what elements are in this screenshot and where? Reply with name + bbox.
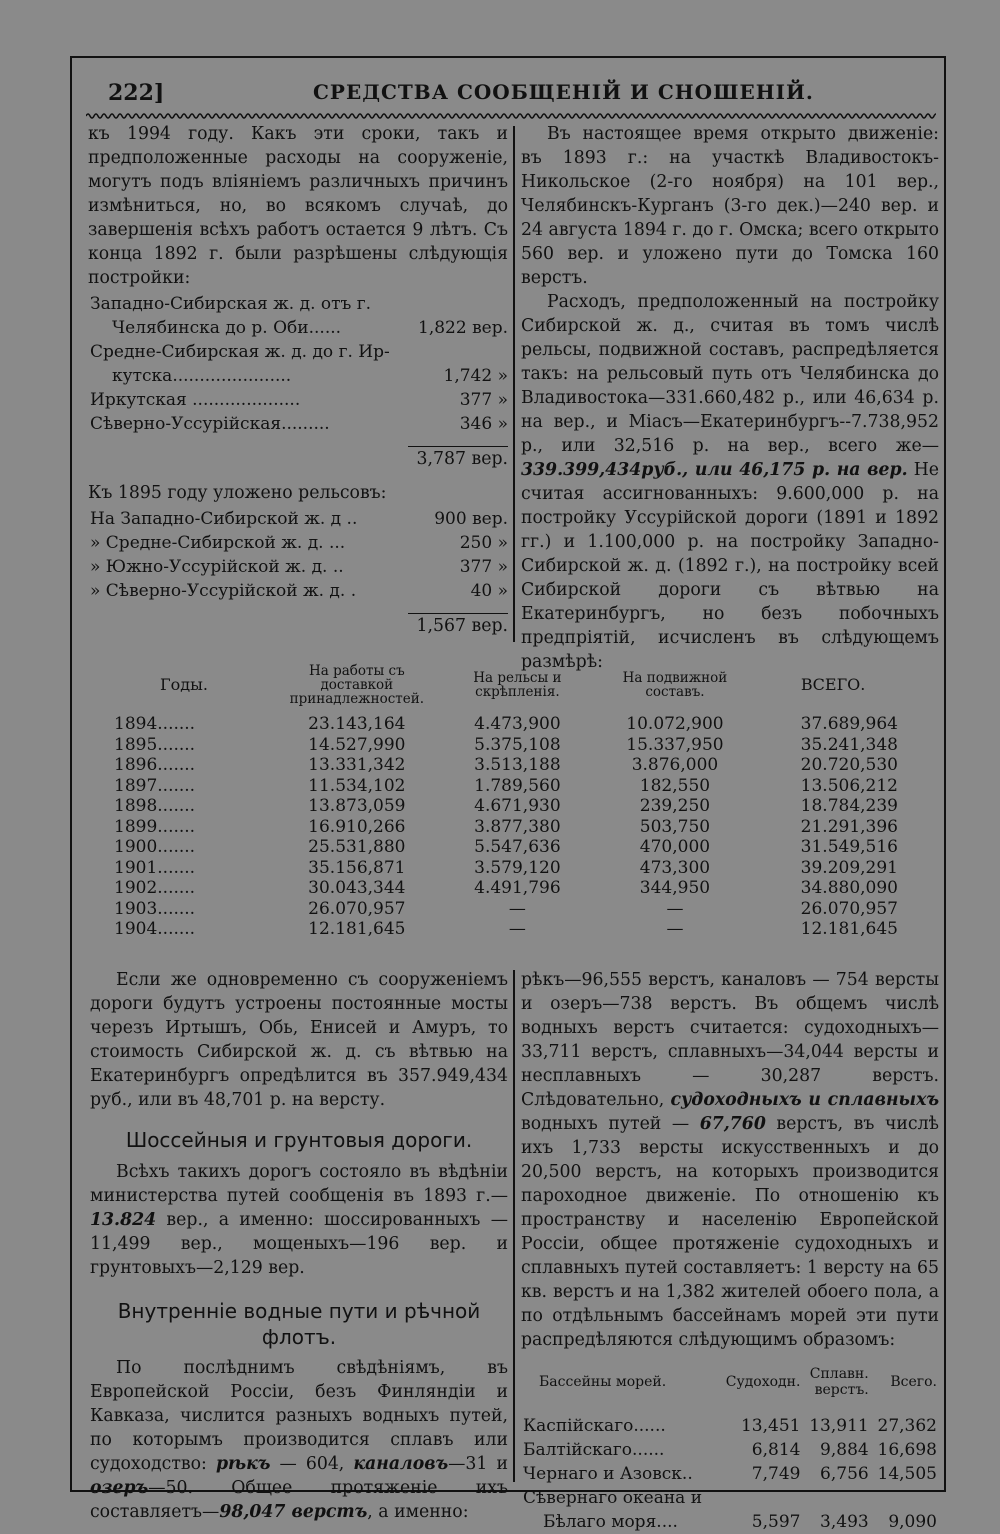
item-value: 900 вер. [434,509,508,529]
value-cell: 7,749 [751,1464,801,1484]
emphasis-text: 339.399,434руб., или 46,175 р. на вер. [521,460,908,480]
value-cell: 3,493 [820,1512,869,1532]
value-cell [871,1486,939,1510]
table-row [110,796,910,817]
value-cell: 182,550 [639,775,711,796]
value-cell: — [508,898,526,919]
value-cell: 18.784,239 [800,796,898,816]
list-item [90,555,508,579]
value-cell: 4.491,796 [474,878,561,898]
section-heading-waterways: Внутренніе водные пути и рѣчной флотъ. [117,1299,481,1349]
value-cell: 4.473,900 [474,714,561,734]
table-row [521,1438,939,1462]
value-cell: 3.513,188 [474,755,561,775]
value-cell: 11.534,102 [308,775,406,796]
item-name: Западно-Сибирская ж. д. отъ г. [90,294,372,314]
value-cell: 12.181,645 [800,919,898,939]
text-run: — 604, [270,1454,354,1474]
basin-name: Балтійскаго...... [523,1440,665,1460]
basin-name: Сѣвернаго океана и [523,1488,703,1508]
value-cell: 35.241,348 [800,734,898,755]
value-cell: 470,000 [639,837,711,857]
item-value: 1,822 вер. [418,318,508,338]
value-cell: — [666,898,684,919]
waterways-paragraph [90,1356,508,1524]
table-row [110,919,910,940]
item-name: На Западно-Сибирской ж. д .. [90,509,358,529]
text-run: верстъ, въ числѣ ихъ 1,733 версты искусственныхъ и до 20,500 верстъ, на которыхъ производится пароходное движеніе. По отношенію къ пространству и населенію Европейской Россіи, общее протяженіе судоходныхъ и сплавныхъ путей составляетъ: 1 версту на 65 кв. верстъ и на 1,382 жителей обоего пола, а по отдѣльнымъ бассейнамъ морей эти пути распредѣляются слѣдующимъ образомъ: [521,1114,939,1350]
emphasis-text: озеръ [90,1478,149,1498]
text-run: По послѣднимъ свѣдѣніямъ, въ Европейской Россіи, безъ Финляндіи и Кавказа, числится разныхъ водныхъ путей, по которымъ производится сплавъ или судоходство: [90,1358,508,1474]
value-cell: 344,950 [639,878,711,898]
year-cell: 1900....... [114,837,196,857]
emphasis-text: 98,047 верстъ [219,1502,368,1522]
emphasis-text: рѣкъ [215,1454,271,1474]
expense-table [110,664,910,940]
value-cell: 12.181,645 [308,919,406,939]
page-header [108,80,920,110]
year-cell: 1902....... [114,878,196,898]
value-cell: 25.531,880 [308,837,406,857]
item-name: » Средне-Сибирской ж. д. ... [90,533,346,553]
value-cell: 27,362 [877,1416,937,1436]
text-run: —50. Общее протяженіе ихъ составляетъ— [90,1478,508,1522]
page-number: 222] [108,80,165,106]
list-item [90,364,508,388]
value-cell: 5,597 [751,1512,801,1532]
value-cell: 15.337,950 [626,734,724,755]
column-divider [513,970,515,1482]
value-cell: 34.880,090 [800,878,898,898]
year-cell: 1894....... [114,714,196,734]
value-cell: 26.070,957 [308,898,406,919]
emphasis-text: судоходныхъ и сплавныхъ [670,1090,940,1110]
text-run: , а именно: [367,1502,469,1522]
table-row [521,1462,939,1486]
table-row [110,714,910,735]
item-name: кутска...................... [112,366,292,386]
paragraph-expense [521,290,939,674]
value-cell: 473,300 [639,857,711,878]
value-cell: 5.375,108 [474,734,561,755]
emphasis-text: 67,760 [699,1114,766,1134]
wavy-rule [86,112,936,120]
value-cell: 39.209,291 [800,857,898,878]
list-item [90,579,508,603]
builds-total: 3,787 вер. [416,449,508,469]
rails-intro: Къ 1895 году уложено рельсовъ: [88,483,387,503]
value-cell: 13,451 [740,1416,801,1436]
value-cell: 31.549,516 [800,837,898,857]
table-row [110,776,910,797]
year-cell: 1904....... [114,919,196,939]
list-item [90,412,508,436]
value-cell: 9,090 [888,1512,937,1532]
right-top-column [521,122,939,674]
year-cell: 1899....... [114,816,196,837]
item-name: Челябинска до р. Оби...... [112,318,342,338]
value-cell: 14,505 [877,1464,937,1484]
item-value: 250 » [459,533,508,553]
value-cell: 6,756 [820,1464,869,1484]
list-item [90,507,508,531]
table-row [110,755,910,776]
column-header: Всего. [890,1374,937,1390]
basin-name: Бѣлаго моря.... [543,1512,678,1532]
value-cell: 6,814 [751,1440,801,1460]
text-run: рѣкъ—96,555 верстъ, каналовъ — 754 версты и озеръ—738 верстъ. Въ общемъ числѣ водныхъ верстъ считается: судоходныхъ—33,711 верстъ, сплавныхъ—34,044 версты и несплавныхъ — 30,287 верстъ. Слѣдовательно, [521,970,939,1110]
item-name: Сѣверно-Уссурійская......... [90,414,330,434]
value-cell [802,1486,870,1510]
item-value: 377 » [459,557,508,577]
right-bottom-column [521,968,939,1534]
list-item [90,316,508,340]
column-header: На рельсы и скрѣпленія. [473,670,562,700]
paragraph-opened: Въ настоящее время открыто движеніе: въ 1893 г.: на участкѣ Владивостокъ-Никольское (2-го ноября) на 101 вер., Челябинскъ-Курганъ (3-го дек.)—240 вер. и 24 августа 1894 г. до г. Омска; всего открыто 560 вер. и уложено пути до Томска 160 верстъ. [521,124,939,288]
value-cell: 13.331,342 [308,755,406,775]
item-name: » Сѣверно-Уссурійской ж. д. . [90,581,357,601]
value-cell: 14.527,990 [308,734,406,755]
value-cell: 26.070,957 [800,898,898,919]
table-row [110,878,910,899]
waterways-continued-paragraph [521,968,939,1352]
item-name: Средне-Сибирская ж. д. до г. Ир- [90,342,390,362]
value-cell: 9,884 [820,1440,869,1460]
column-header: ВСЕГО. [800,675,866,694]
item-value: 377 » [459,390,508,410]
value-cell: 23.143,164 [308,714,406,734]
column-header: Судоходн. [725,1374,801,1390]
column-header: На подвижной составъ. [622,670,728,700]
value-cell: 239,250 [639,796,711,816]
left-top-column [88,122,508,638]
value-cell: 3.876,000 [631,755,719,775]
left-bottom-column [90,968,508,1524]
column-header [802,1366,870,1414]
list-item [90,388,508,412]
rails-total: 1,567 вер. [416,616,508,636]
text-run: вер., а именно: шоссированныхъ — 11,499 вер., мощеныхъ—196 вер. и грунтовыхъ—2,129 вер. [90,1210,508,1278]
intro-paragraph: къ 1994 году. Какъ эти сроки, такъ и предположенные расходы на сооруженіе, могутъ подъ вліяніемъ различныхъ причинъ измѣниться, но, во всякомъ случаѣ, до завершенія всѣхъ работъ остается 9 лѣтъ. Съ конца 1892 г. были разрѣшены слѣдующія постройки: [88,124,508,288]
text-run: —31 и [448,1454,508,1474]
column-header-label: Сплавн. [809,1366,869,1382]
value-cell: 37.689,964 [800,714,898,734]
basin-name: Каспійскаго...... [523,1416,666,1436]
column-header: Бассейны морей. [539,1374,667,1390]
column-divider [513,126,515,642]
list-item [90,340,508,364]
basin-name: Чернаго и Азовск.. [523,1464,693,1484]
year-cell: 1901....... [114,857,196,878]
table-row [110,817,910,838]
value-cell: 5.547,636 [474,837,561,857]
table-row [521,1414,939,1438]
value-cell: 13.873,059 [308,796,406,816]
item-value: 1,742 » [443,366,508,386]
item-name: » Южно-Уссурійской ж. д. .. [90,557,344,577]
value-cell: — [508,919,526,939]
table-row [110,858,910,879]
builds-list [90,292,508,436]
item-name: Иркутская .................... [90,390,301,410]
value-cell: 13.506,212 [800,775,898,796]
value-cell: 503,750 [639,816,711,837]
value-cell: 20.720,530 [800,755,898,775]
value-cell: 16,698 [877,1440,937,1460]
table-row [521,1486,939,1510]
column-header: Годы. [160,675,208,694]
sea-basins-table [521,1366,939,1534]
item-value: 40 » [470,581,508,601]
section-heading-roads: Шоссейныя и грунтовыя дороги. [125,1128,473,1152]
list-item [90,531,508,555]
value-cell: 10.072,900 [626,714,724,734]
year-cell: 1895....... [114,734,196,755]
value-cell: 1.789,560 [474,775,561,796]
bridges-paragraph: Если же одновременно съ сооруженіемъ дороги будутъ устроены постоянные мосты черезъ Иртышъ, Обь, Енисей и Амуръ, то стоимость Сибирской ж. д. съ вѣтвью на Екатеринбургъ опредѣлится въ 357.949,434 руб., или въ 48,701 р. на версту. [90,970,508,1110]
page-title: СРЕДСТВА СООБЩЕНІЙ И СНОШЕНІЙ. [313,80,814,104]
item-value: 346 » [459,414,508,434]
value-cell: 16.910,266 [308,816,406,837]
year-cell: 1903....... [114,898,196,919]
value-cell [718,1486,803,1510]
column-header: На работы съ доставкой принадлежностей. [289,663,425,707]
emphasis-text: каналовъ [353,1454,449,1474]
text-run: Всѣхъ такихъ дорогъ состояло въ вѣдѣніи министерства путей сообщенія въ 1893 г.— [90,1162,508,1206]
year-cell: 1896....... [114,755,196,775]
value-cell: 35.156,871 [308,857,406,878]
value-cell: 4.671,930 [474,796,561,816]
text-run: Расходъ, предположенный на постройку Сибирской ж. д., считая въ томъ числѣ рельсы, подвижной составъ, распредѣляется такъ: на рельсовый путь отъ Челябинска до Владивостока—331.660,482 р., или 46,634 р. на вер., и Міасъ—Екатеринбургъ--7.738,952 р., или 32,516 р. на вер., всего же— [521,292,939,456]
year-cell: 1897....... [114,775,196,796]
value-cell: 13,911 [809,1416,869,1436]
value-cell: 3.877,380 [474,816,561,837]
value-cell: — [666,919,684,939]
value-cell: 30.043,344 [308,878,406,898]
table-row [110,837,910,858]
emphasis-text: 13.824 [90,1210,157,1230]
table-row [110,735,910,756]
table-row [521,1510,939,1534]
rails-list [90,507,508,603]
unit-label: верстъ. [814,1382,869,1398]
table-row [110,899,910,920]
value-cell: 21.291,396 [800,816,898,837]
text-run: водныхъ путей — [521,1114,700,1134]
roads-paragraph [90,1160,508,1280]
text-run: Не считая ассигнованныхъ: 9.600,000 р. на постройку Уссурійской дороги (1891 и 1892 гг.) и 1.100,000 р. на постройку Западно-Сибирской ж. д. (1892 г.), на постройку всей Сибирской дороги съ вѣтвью на Екатеринбургъ, но безъ побочныхъ предпріятій, исчисленъ въ слѣдующемъ размѣрѣ: [521,460,939,672]
list-item [90,292,508,316]
year-cell: 1898....... [114,796,196,816]
value-cell: 3.579,120 [474,857,561,878]
